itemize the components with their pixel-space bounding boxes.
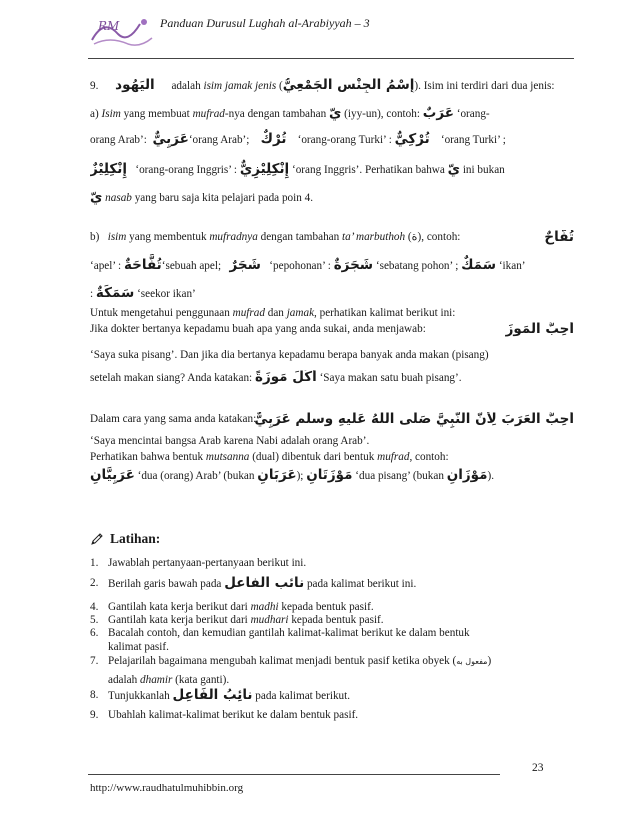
exercise-text-pre: Pelajarilah bagaimana mengubah kalimat menjadi bentuk pasif ketika obyek ( — [108, 655, 457, 667]
latihan-title: Latihan: — [110, 531, 161, 546]
usage-paragraph — [90, 306, 574, 392]
dual-arabic-araban: عَرَبَانِ — [257, 467, 297, 483]
dual-text-1: Dalam cara yang sama anda katakan: — [90, 413, 257, 425]
exercise-term: mudhari — [250, 614, 289, 626]
exercise-text-post: pada kalimat berikut. — [255, 690, 351, 702]
point-b-line-3 — [90, 284, 574, 306]
point-b-arabic-syajar: شَجَرٌ — [229, 257, 261, 273]
point-a-gloss-1: orang Arab’: — [90, 134, 147, 146]
usage-jamak: jamak — [286, 307, 315, 319]
usage-line-2 — [90, 322, 574, 344]
logo-letters: RM — [98, 19, 120, 33]
exercise-number: 6. — [90, 627, 99, 639]
point-b-arabic-samak: سَمَكٌ — [461, 257, 497, 273]
dual-gloss-4: ). — [487, 470, 495, 482]
exercise-item — [90, 654, 574, 688]
exercise-text-pre-2: adalah — [108, 674, 138, 686]
usage-text-4: Jika dokter bertanya kepadamu buah apa yang anda sukai, anda menjawab: — [90, 323, 426, 335]
point-b-gloss-1: ‘apel’ : — [90, 260, 122, 272]
point-b-gloss-4: ‘sebatang pohon’ ; — [375, 260, 459, 272]
usage-text-6: setelah makan siang? Anda katakan: — [90, 372, 253, 384]
point-a-text-3: (iyy-un), contoh: — [344, 108, 420, 120]
exercise-number: 7. — [90, 655, 99, 667]
exercise-term: madhi — [250, 601, 279, 613]
point-a-arabic-inggris-plural: إِنْكِلِيْزٌ — [90, 161, 127, 177]
exercise-item — [90, 576, 574, 600]
usage-arabic-akala-mauzah: أَكَلَ مَوزَةً — [254, 370, 317, 385]
point-b-line-1 — [90, 230, 574, 254]
usage-line-3 — [90, 344, 574, 370]
exercise-item — [90, 708, 574, 722]
exercise-text — [108, 576, 574, 600]
point-a-text-2: -nya dengan tambahan — [224, 108, 327, 120]
point-b-colon: : — [90, 288, 94, 300]
point-b-arabic-samakah: سَمَكَةٌ — [95, 285, 135, 301]
dual-line-1 — [90, 412, 574, 434]
dual-mufrad: mufrad — [377, 451, 410, 463]
exercise-text-pre: Tunjukkanlah — [108, 690, 170, 702]
exercise-text — [108, 688, 574, 708]
usage-text-3: , perhatikan kalimat berikut ini: — [314, 307, 456, 319]
exercise-text — [108, 626, 574, 654]
exercise-text — [108, 654, 574, 688]
exercise-text-post: kepada bentuk pasif. — [291, 614, 384, 626]
point-b-marker: b) — [90, 231, 100, 243]
site-logo — [88, 14, 156, 48]
exercise-text-pre: Gantilah kata kerja berikut dari — [108, 614, 248, 626]
exercise-number: 9. — [90, 709, 99, 721]
point-a-line-2 — [90, 128, 574, 158]
point-b-text-2: dengan tambahan — [260, 231, 340, 243]
exercise-arabic-small: مفعول به — [456, 657, 488, 666]
header-rule — [88, 58, 574, 59]
exercise-text-pre: Berilah garis bawah pada — [108, 578, 222, 590]
dual-line-3 — [90, 450, 574, 466]
exercise-text-post-2: (kata ganti). — [175, 674, 230, 686]
point-a-arabic-turki: تُرْكِيٌّ — [394, 131, 430, 147]
page-number: 23 — [532, 762, 544, 774]
point-a — [90, 106, 574, 212]
point-a-line-1 — [90, 106, 574, 128]
dual-text-4: (dual) dibentuk dari bentuk — [252, 451, 375, 463]
exercise-item — [90, 556, 574, 576]
point-9-text-2: ). Isim ini terdiri dari dua jenis: — [414, 80, 555, 92]
usage-text-1: Untuk mengetahui penggunaan — [90, 307, 230, 319]
footer-rule — [88, 774, 500, 775]
point-a-isim: Isim — [101, 108, 121, 120]
point-a-arabic-ya: يّ — [328, 106, 342, 121]
dual-gloss-1: ‘dua (orang) Arab’ (bukan — [137, 470, 255, 482]
point-9-arabic-word: اليَهُود — [115, 78, 155, 93]
usage-line-1 — [90, 306, 574, 322]
point-b-text-3: (ة), contoh: — [407, 231, 461, 243]
exercise-text-line-2: kalimat pasif. — [108, 641, 169, 653]
exercise-text: Jawablah pertanyaan-pertanyaan berikut ini. — [108, 557, 307, 569]
point-a-gloss-6: ‘orang Inggris’. Perhatikan bahwa — [291, 164, 445, 176]
point-b-gloss-3: ‘pepohonan’ : — [269, 260, 331, 272]
point-b-mufradnya: mufradnya — [209, 231, 258, 243]
dual-arabic-mauzatan: مَوْزَتَانِ — [306, 467, 353, 483]
dual-text-2: ‘Saya mencintai bangsa Arab karena Nabi adalah orang Arab’. — [90, 435, 370, 447]
page-body — [90, 68, 574, 722]
point-b-line-2 — [90, 254, 574, 284]
exercise-number: 8. — [90, 689, 99, 701]
exercise-item — [90, 626, 574, 654]
usage-line-4 — [90, 370, 574, 392]
point-9-number: 9. — [90, 80, 99, 92]
usage-text-5: ‘Saya suka pisang’. Dan jika dia bertanya kepadamu berapa banyak anda makan (pisang) — [90, 349, 489, 361]
point-b — [90, 230, 574, 306]
point-b-arabic-syajarah: شَجَرَةٌ — [333, 257, 374, 273]
dual-arabic-arabiyyan: عَرَبِيَّانِ — [90, 467, 135, 483]
point-b-isim: isim — [107, 231, 127, 243]
point-a-nasab: nasab — [105, 192, 132, 204]
dual-gloss-2: ); — [296, 470, 304, 482]
dual-line-4 — [90, 466, 574, 492]
exercise-item — [90, 688, 574, 708]
point-a-arabic-turk: تُرْكٌ — [260, 131, 287, 147]
exercise-number: 1. — [90, 557, 99, 569]
usage-mufrad: mufrad — [232, 307, 265, 319]
point-9 — [90, 68, 574, 100]
footer-url[interactable]: http://www.raudhatulmuhibbin.org — [90, 782, 244, 794]
point-a-gloss-5: ‘orang-orang Inggris’ : — [135, 164, 238, 176]
point-a-line-3 — [90, 158, 574, 188]
exercise-list — [90, 556, 574, 722]
header-title: Panduan Durusul Lughah al-Arabiyyah – 3 — [160, 16, 370, 30]
point-9-paren-open: ( — [278, 80, 283, 92]
point-a-text-4: ‘orang- — [456, 108, 490, 120]
exercise-number: 4. — [90, 601, 99, 613]
exercise-number: 5. — [90, 614, 99, 626]
point-b-gloss-2: ‘sebuah apel; — [161, 260, 222, 272]
latihan-heading — [90, 532, 574, 546]
dual-arabic-sentence: أُحِبُّ العَرَبَ لِأَنَّ النَّبِيَّ صَلَّى اللهُ عَلَيهِ وسلم عَرَبِيٌّ — [254, 412, 574, 427]
exercise-text-line-1 — [108, 654, 574, 669]
usage-text-2: dan — [267, 307, 284, 319]
point-b-text-1: yang membentuk — [129, 231, 207, 243]
exercise-text-post: ) — [487, 655, 492, 667]
dual-line-2 — [90, 434, 574, 450]
point-b-gloss-6: ‘seekor ikan’ — [137, 288, 196, 300]
usage-arabic-uhibbu-mauz: أُحِبُّ المَوزَ — [505, 322, 574, 337]
point-a-arabic-arabi: عَرَبِيٌّ — [152, 131, 189, 147]
point-b-ta-marbuthoh: ta’ marbuthoh — [342, 231, 406, 243]
exercise-number: 2. — [90, 577, 99, 589]
exercise-item — [90, 613, 574, 626]
point-a-mufrad: mufrad — [192, 108, 225, 120]
dual-paragraph — [90, 412, 574, 492]
point-9-term: isim jamak jenis — [203, 80, 277, 92]
point-a-text-1: yang membuat — [123, 108, 190, 120]
point-a-line-4 — [90, 188, 574, 212]
point-9-arabic-term: إِسْمُ الجِنْسِ الجَمْعِيُّ — [282, 78, 415, 93]
exercise-text-line-1: Bacalah contoh, dan kemudian gantilah kalimat-kalimat berikut ke dalam bentuk — [108, 627, 470, 639]
point-a-gloss-3: ‘orang-orang Turki’ : — [297, 134, 392, 146]
point-a-gloss-2: ‘orang Arab’; — [188, 134, 250, 146]
usage-text-7: ‘Saya makan satu buah pisang’. — [319, 372, 462, 384]
point-a-marker: a) — [90, 108, 99, 120]
point-a-arabic-ya-2: يّ — [447, 161, 461, 177]
exercise-text-pre: Gantilah kata kerja berikut dari — [108, 601, 248, 613]
point-a-arabic-ya-3: يّ — [90, 189, 103, 205]
point-9-text-1: adalah — [171, 80, 201, 92]
point-b-arabic-tuffah: تُفَّاحٌ — [544, 230, 574, 245]
exercise-arabic-term: نائِبُ الفَاعِل — [172, 687, 253, 703]
dual-arabic-mauzan: مَوْزَانِ — [446, 467, 488, 483]
point-a-arabic-inggris: إِنْكِلِيْزِيٌّ — [239, 161, 290, 177]
point-a-text-5: ini bukan — [462, 164, 505, 176]
dual-gloss-3: ‘dua pisang’ (bukan — [355, 470, 444, 482]
exercise-text-line-2 — [108, 669, 574, 687]
exercise-text — [108, 613, 574, 626]
point-a-text-6: yang baru saja kita pelajari pada poin 4. — [134, 192, 314, 204]
point-a-arabic-arab: عَرَبٌ — [422, 106, 454, 121]
exercise-text-post: pada kalimat berikut ini. — [306, 578, 417, 590]
dual-mutsanna: mutsanna — [205, 451, 250, 463]
dual-text-3: Perhatikan bahwa bentuk — [90, 451, 204, 463]
exercise-item — [90, 600, 574, 613]
point-9-line — [90, 78, 574, 93]
point-a-gloss-4: ‘orang Turki’ ; — [440, 134, 506, 146]
exercise-arabic-term: نائب الفاعل — [224, 575, 305, 591]
dual-text-5: , contoh: — [409, 451, 449, 463]
exercise-text — [108, 600, 574, 613]
exercise-term: dhamir — [140, 674, 173, 686]
exercise-text: Ubahlah kalimat-kalimat berikut ke dalam bentuk pasif. — [108, 709, 359, 721]
point-b-arabic-tuffahah: تُفَّاحَةٌ — [123, 257, 162, 273]
point-b-gloss-5: ‘ikan’ — [498, 260, 526, 272]
exercise-text-post: kepada bentuk pasif. — [281, 601, 374, 613]
pencil-icon — [90, 532, 104, 546]
